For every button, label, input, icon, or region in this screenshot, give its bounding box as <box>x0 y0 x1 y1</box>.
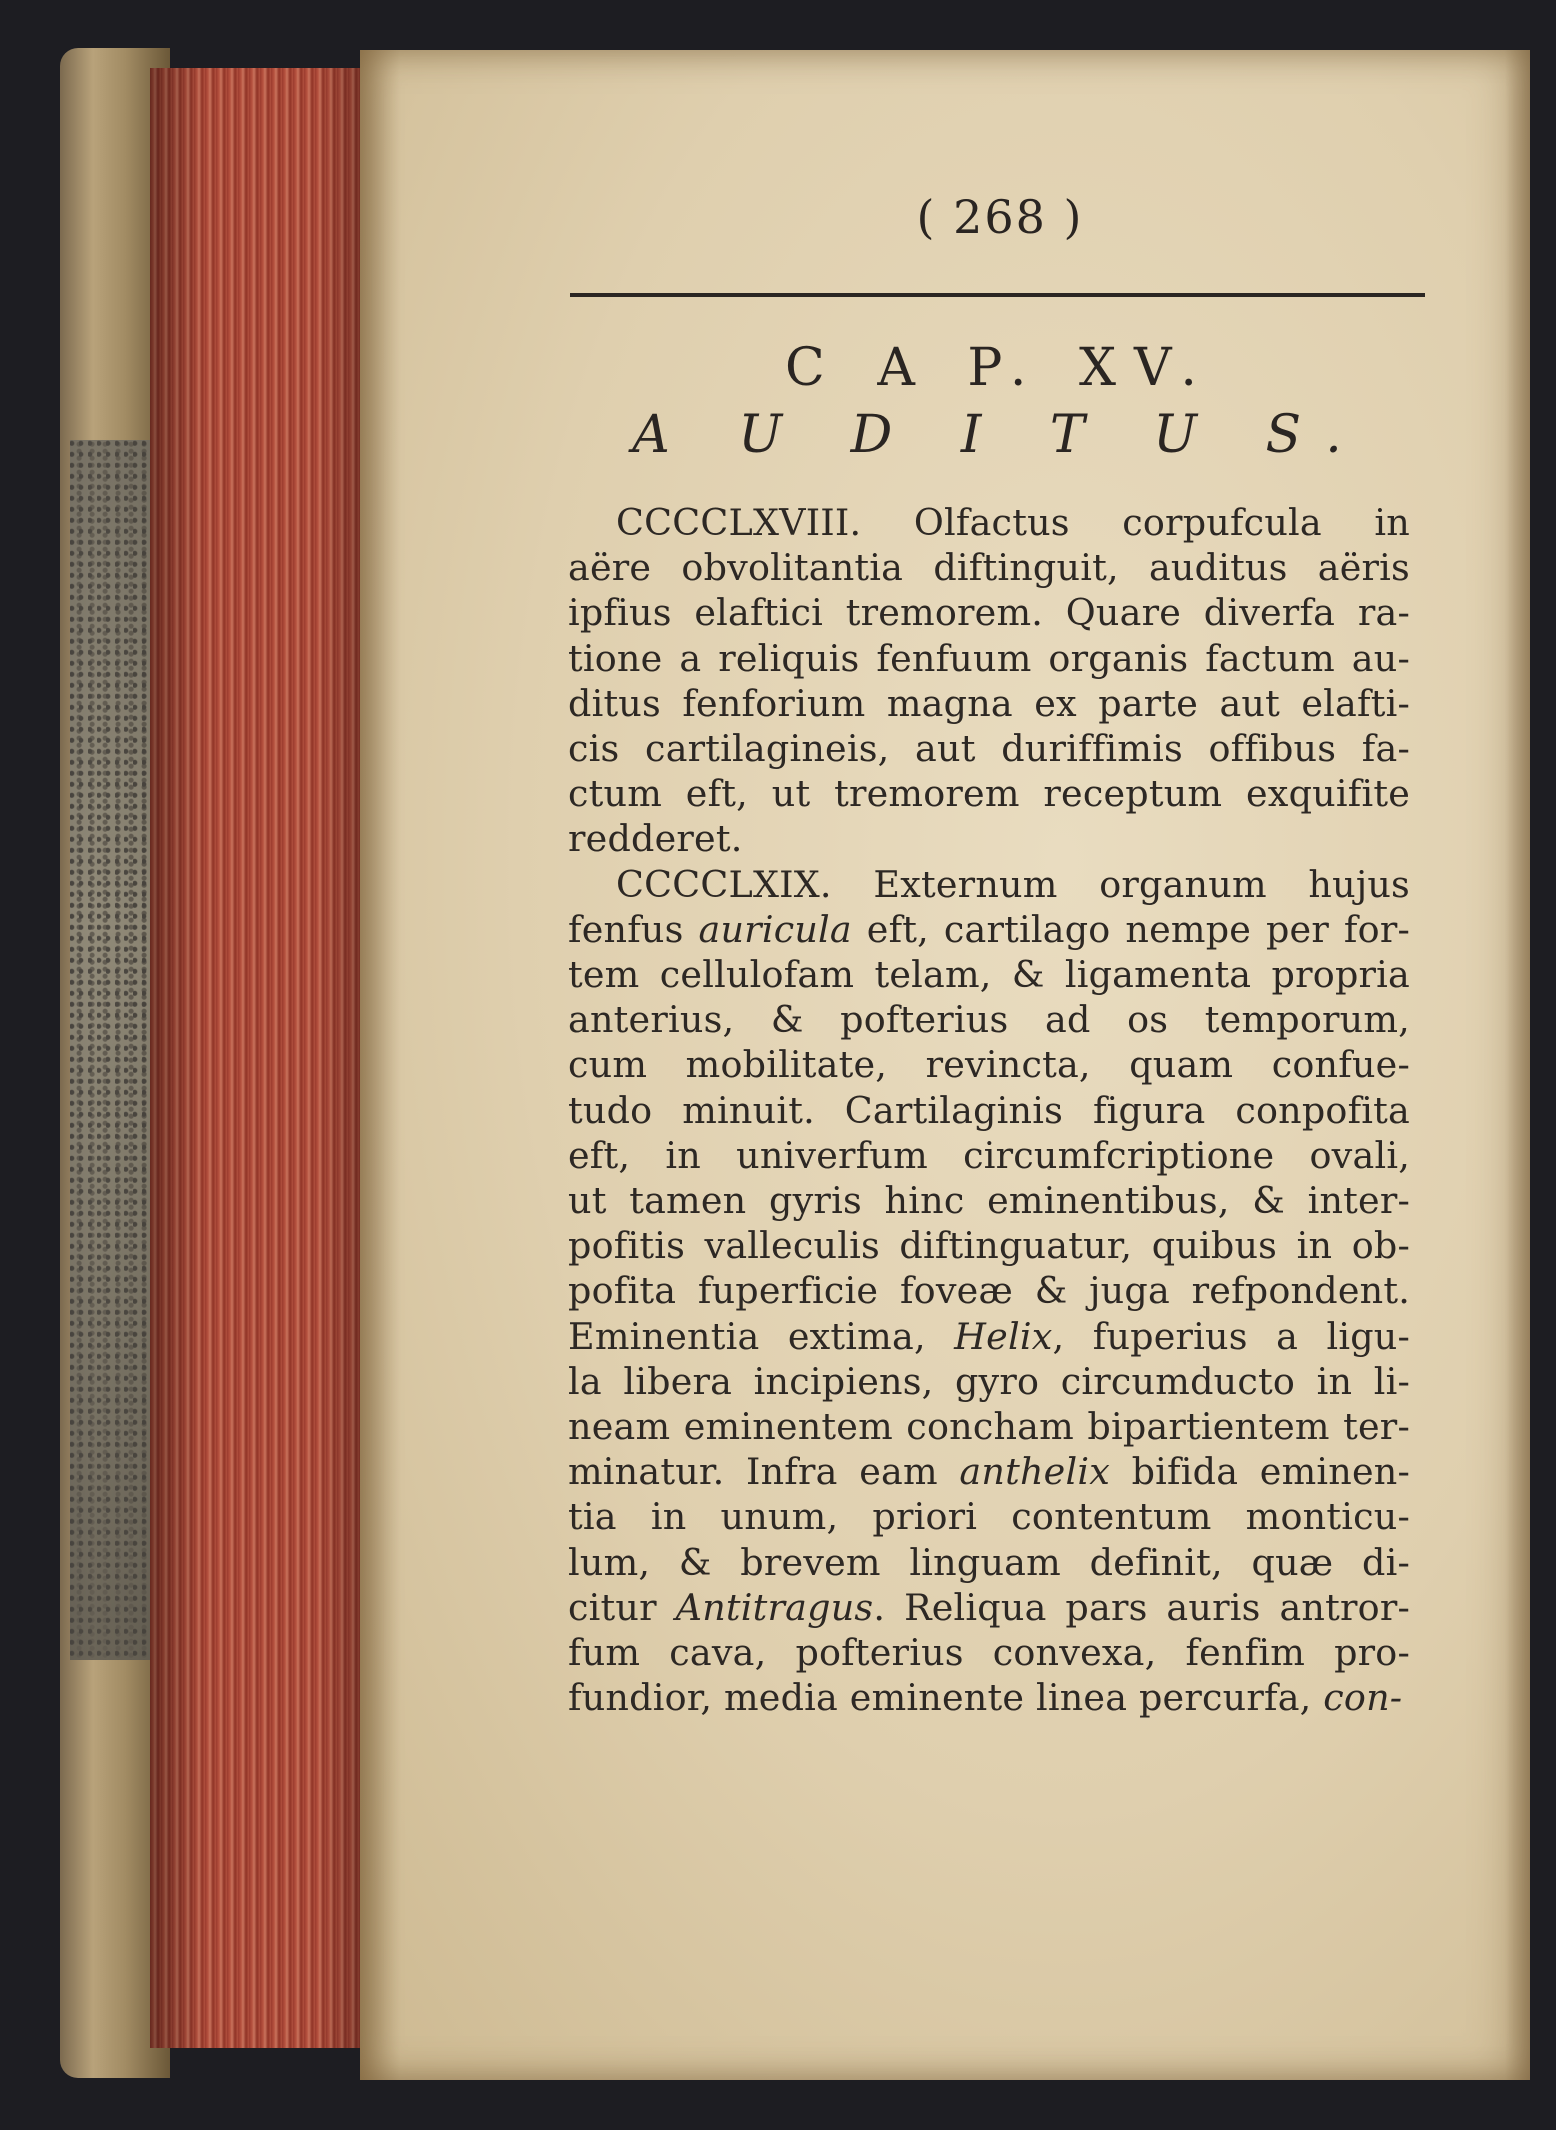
italic-term: Antitragus <box>675 1585 874 1629</box>
text-line: tudo minuit. Cartilaginis figura conpofita <box>568 1088 1410 1132</box>
text-line: cum mobilitate, revincta, quam confue- <box>568 1043 1410 1087</box>
text-segment: eft, cartilago nempe per for- <box>851 907 1410 951</box>
text-segment: bifida eminen- <box>1110 1450 1410 1494</box>
text-line: ut tamen gyris hinc eminentibus, & inter- <box>568 1179 1410 1223</box>
text-line <box>568 1585 1410 1630</box>
text-line: CCCCLXVIII. Olfactus corpufcula in <box>616 501 1410 544</box>
italic-term: auricula <box>698 907 852 951</box>
text-line: lum, & brevem linguam definit, quæ di- <box>568 1540 1410 1584</box>
text-segment: citur <box>568 1585 676 1629</box>
text-line: cis cartilagineis, aut duriffimis offibus fa- <box>568 727 1410 771</box>
text-line: fum cava, pofterius convexa, fenfim pro- <box>568 1631 1410 1675</box>
text-line <box>568 1675 1410 1720</box>
marbled-cover-pattern <box>70 440 150 1660</box>
text-line: ditus fenforium magna ex parte aut elafti- <box>568 681 1410 725</box>
text-line <box>568 907 1410 952</box>
text-segment: . Reliqua pars auris antror- <box>873 1585 1411 1629</box>
text-line: la libera incipiens, gyro circumducto in li- <box>568 1359 1410 1403</box>
text-segment: , fuperius a ligu- <box>1052 1314 1410 1358</box>
text-line: ctum eft, ut tremorem receptum exquifite <box>568 772 1410 816</box>
text-line: pofita fuperficie foveæ & juga refpondent. <box>568 1269 1410 1313</box>
text-line: ipfius elaftici tremorem. Quare diverfa ra- <box>568 591 1410 635</box>
italic-term: anthelix <box>959 1450 1110 1494</box>
text-segment: minatur. Infra eam <box>568 1450 960 1494</box>
text-line: neam eminentem concham bipartientem ter- <box>568 1405 1410 1449</box>
text-line: tem cellulofam telam, & ligamenta propria <box>568 953 1410 997</box>
text-line: tia in unum, priori contentum monticu- <box>568 1495 1410 1539</box>
italic-term: con- <box>1323 1676 1403 1720</box>
text-segment: Eminentia extima, <box>568 1314 955 1358</box>
text-line: anterius, & pofterius ad os temporum, <box>568 998 1410 1042</box>
text-line: eft, in univerfum circumfcriptione ovali, <box>568 1133 1410 1177</box>
header-rule <box>570 293 1425 297</box>
chapter-title: A U D I T U S. <box>632 405 1368 465</box>
text-line: pofitis valleculis diftinguatur, quibus in ob- <box>568 1224 1410 1268</box>
page-number-header: ( 268 ) <box>916 190 1084 244</box>
text-line: redderet. <box>568 817 743 861</box>
text-line: tione a reliquis fenfuum organis factum au- <box>568 636 1410 680</box>
italic-term: Helix <box>954 1314 1053 1358</box>
text-line: CCCCLXIX. Externum organum hujus <box>616 862 1410 906</box>
text-segment: fenfus <box>568 907 699 951</box>
text-line: aëre obvolitantia diftinguit, auditus aëris <box>568 546 1410 590</box>
body-text <box>568 500 1410 1720</box>
text-line <box>568 1314 1410 1359</box>
text-segment: fundior, media eminente linea percurfa, <box>568 1676 1324 1720</box>
chapter-heading: C A P. XV. <box>785 338 1215 398</box>
text-line <box>568 1449 1410 1494</box>
